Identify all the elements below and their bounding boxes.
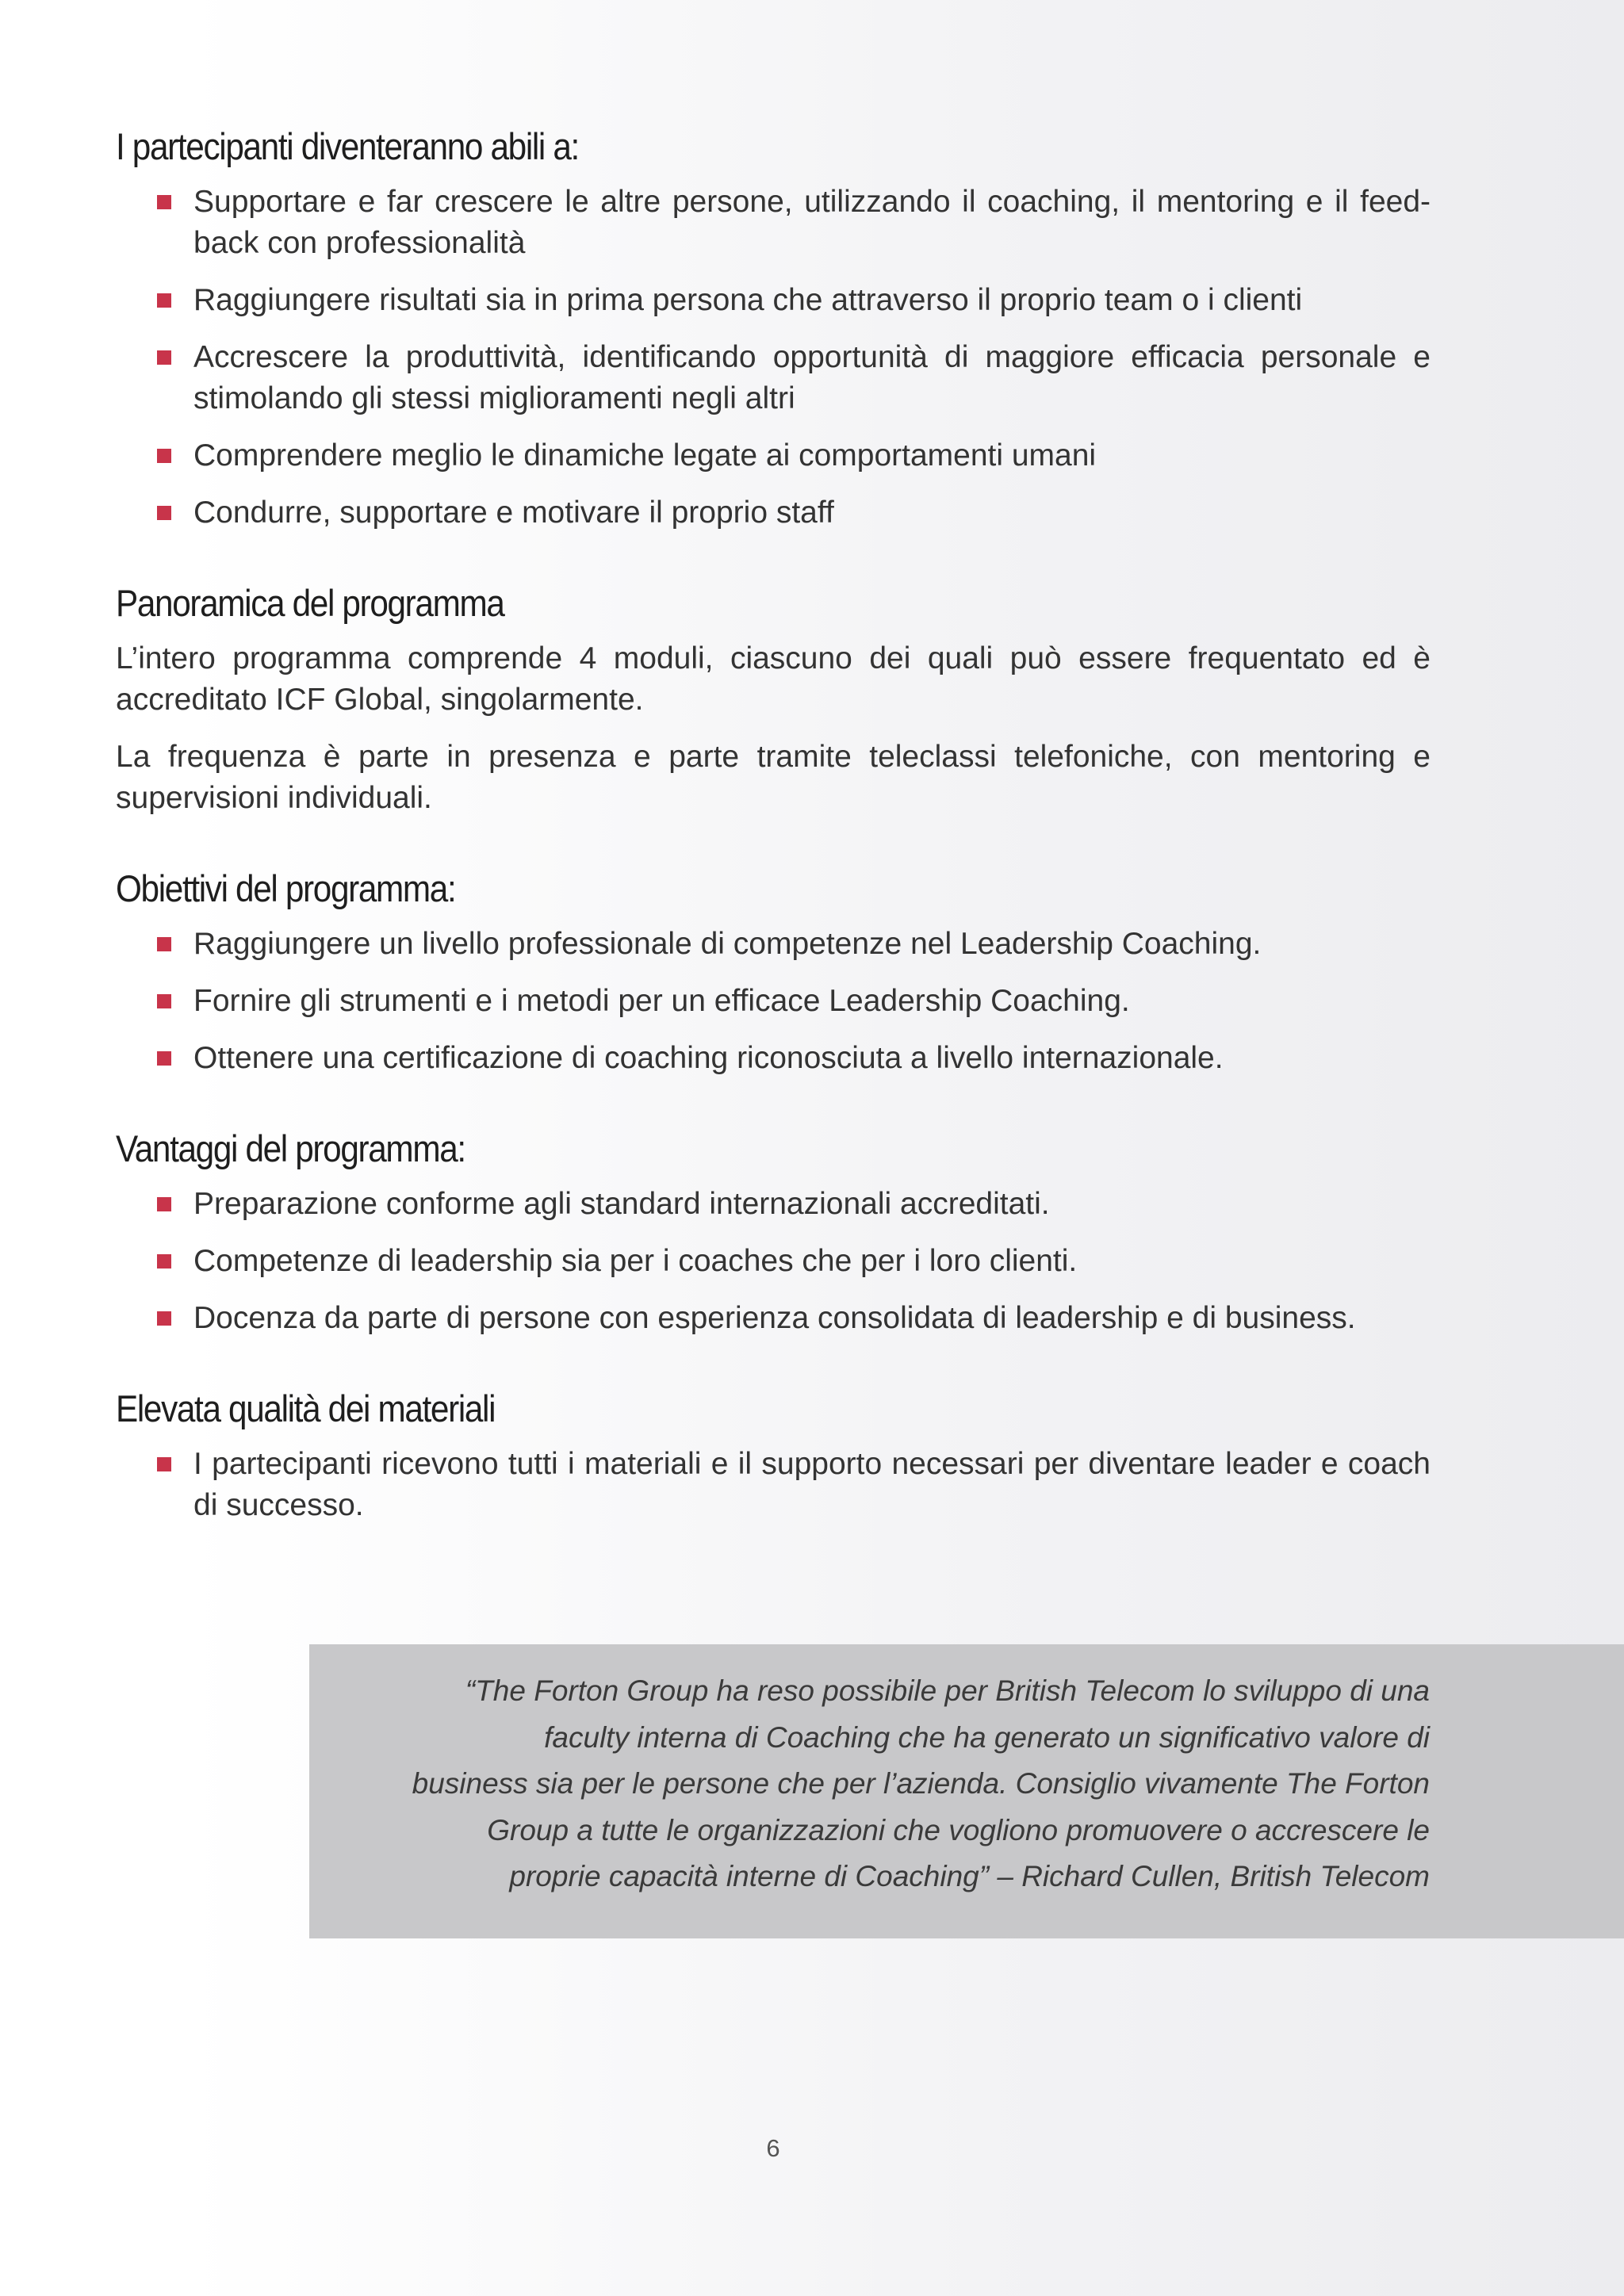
square-bullet-icon [157, 1254, 171, 1269]
bullet-list [116, 924, 1431, 1079]
quote-line: Group a tutte le organizzazioni che vogliono promuovere o accrescere le [487, 1813, 1430, 1846]
section-program-objectives [116, 865, 1431, 1079]
list-item [116, 1184, 1431, 1225]
square-bullet-icon [157, 1197, 171, 1211]
list-item-text: Supportare e far crescere le altre persone, utilizzando il coaching, il mentoring e il feed-back con professionalità [193, 185, 1431, 260]
list-item-text: Condurre, supportare e motivare il proprio staff [193, 496, 834, 530]
square-bullet-icon [157, 1457, 171, 1471]
list-item-text: Fornire gli strumenti e i metodi per un efficace Leadership Coaching. [193, 984, 1130, 1018]
list-item [116, 1444, 1431, 1526]
paragraph: L’intero programma comprende 4 moduli, ciascuno dei quali può essere frequentato ed è accreditato ICF Global, singolarmente. [116, 641, 1431, 717]
list-item [116, 1241, 1431, 1282]
list-item-text: Comprendere meglio le dinamiche legate ai comportamenti umani [193, 438, 1097, 473]
bullet-list [116, 1184, 1431, 1339]
list-item-text: Ottenere una certificazione di coaching riconosciuta a livello internazionale. [193, 1041, 1224, 1075]
section-program-overview [116, 580, 1431, 819]
square-bullet-icon [157, 350, 171, 365]
bullet-list [116, 1444, 1431, 1526]
square-bullet-icon [157, 293, 171, 308]
square-bullet-icon [157, 994, 171, 1008]
testimonial-quote-box [309, 1644, 1624, 1938]
list-item-text: Preparazione conforme agli standard internazionali accreditati. [193, 1187, 1050, 1221]
square-bullet-icon [157, 937, 171, 951]
square-bullet-icon [157, 195, 171, 209]
section-learning-outcomes [116, 123, 1431, 534]
list-item-text: Accrescere la produttività, identificando opportunità di maggiore efficacia personale e stimolando gli stessi miglioramenti negli altri [193, 340, 1431, 415]
list-item [116, 924, 1431, 965]
page-number: 6 [766, 2134, 780, 2162]
section-program-benefits [116, 1125, 1431, 1339]
quote-line: business sia per le persone che per l’azienda. Consiglio vivamente The Forton [412, 1767, 1430, 1800]
square-bullet-icon [157, 506, 171, 520]
list-item [116, 337, 1431, 419]
testimonial-quote [367, 1668, 1430, 1900]
document-body [116, 123, 1431, 1572]
bullet-list [116, 182, 1431, 534]
list-item-text: Raggiungere un livello professionale di competenze nel Leadership Coaching. [193, 927, 1262, 961]
list-item-text: Raggiungere risultati sia in prima persona che attraverso il proprio team o i clienti [193, 283, 1303, 317]
quote-line: faculty interna di Coaching che ha generato un significativo valore di [544, 1720, 1430, 1754]
list-item-text: Competenze di leadership sia per i coaches che per i loro clienti. [193, 1244, 1078, 1278]
list-item [116, 1298, 1431, 1339]
list-item [116, 981, 1431, 1022]
quote-line: proprie capacità interne di Coaching” – Richard Cullen, British Telecom [509, 1860, 1430, 1892]
section-heading: Elevata qualità dei materiali [116, 1387, 496, 1429]
paragraph: La frequenza è parte in presenza e parte tramite teleclassi telefoniche, con mentoring e supervisioni individuali. [116, 740, 1431, 815]
list-item-text: I partecipanti ricevono tutti i materiali e il supporto necessari per diventare leader e coach di successo. [193, 1447, 1431, 1522]
list-item-text: Docenza da parte di persone con esperienza consolidata di leadership e di business. [193, 1301, 1356, 1335]
square-bullet-icon [157, 449, 171, 463]
list-item [116, 435, 1431, 476]
list-item [116, 182, 1431, 264]
section-heading: Vantaggi del programma: [116, 1127, 465, 1169]
list-item [116, 280, 1431, 321]
square-bullet-icon [157, 1051, 171, 1066]
square-bullet-icon [157, 1311, 171, 1326]
section-heading: Obiettivi del programma: [116, 867, 456, 909]
section-heading: I partecipanti diventeranno abili a: [116, 125, 579, 167]
list-item [116, 492, 1431, 534]
section-material-quality [116, 1385, 1431, 1526]
list-item [116, 1038, 1431, 1079]
quote-line: “The Forton Group ha reso possibile per British Telecom lo sviluppo di una [465, 1674, 1430, 1707]
section-heading: Panoramica del programma [116, 582, 504, 624]
